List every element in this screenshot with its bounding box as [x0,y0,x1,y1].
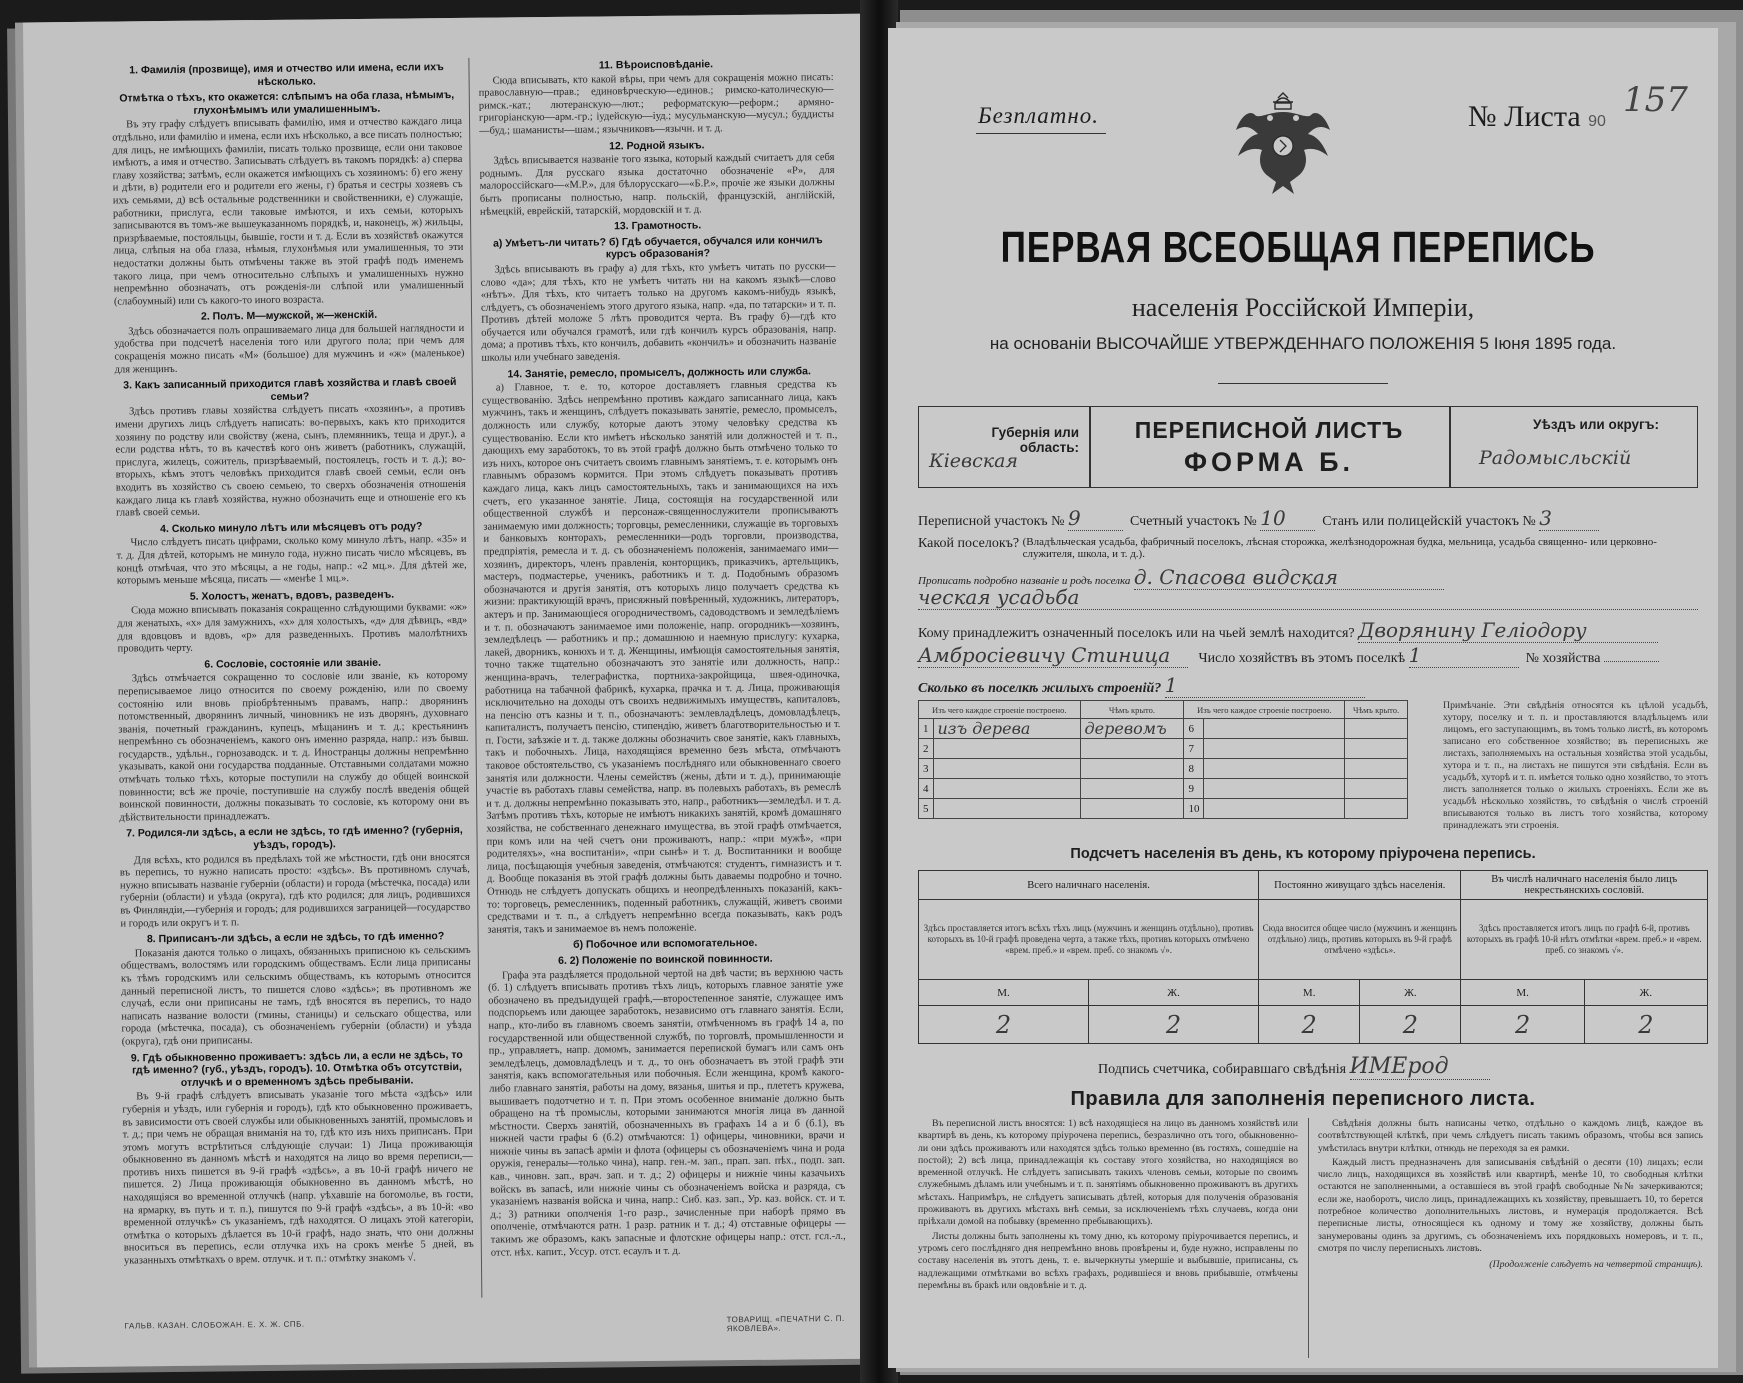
census-area-value: 9 [1068,506,1123,531]
female-column: Ж. [1360,980,1461,1006]
building-roof [1080,739,1184,759]
stan-value: 3 [1539,506,1599,531]
households-value: 1 [1409,643,1519,668]
instruction-heading: Отмѣтка о тѣхъ, кто окажется: слѣпымъ на оба глаза, нѣмымъ, глухонѣмымъ или умалишеннымъ. [119,89,455,117]
continuation-note: (Продолженіе слѣдуетъ на четвертой страницѣ). [1489,1259,1703,1271]
signature-label: Подпись счетчика, собиравшаго свѣдѣнія [1098,1062,1347,1077]
non-peasant-male: 2 [1461,1006,1584,1044]
female-column: Ж. [1584,980,1707,1006]
table-row [919,759,1408,779]
instruction-paragraph: а) Главное, т. е. то, которое доставляетъ главныя средства къ существованію. Здѣсь непремѣнно противъ каждаго записаннаго лица, какъ мужчинъ, такъ и женщинъ, слѣдуетъ показывать занятіе, ремесло, промыселъ, должность или службу, которые даютъ этому человѣку средства къ существованію. Если кто имѣетъ нѣсколько занятій или должностей и т. п., дающихъ ему заработокъ, то въ этой графѣ должно быть отмѣчено только то изъ нихъ, которое онъ считаетъ своимъ главнымъ занятіемъ, т. е. которымъ онъ главнымъ образомъ кормится. При этомъ слѣдуетъ показывать противъ каждаго лица, какъ лицъ самостоятельныхъ, такъ и занимающихся на ихъ счетъ, его указанное занятіе. Лица, состоящія на государственной или общественной службѣ и персонаж-священнослужители прописываютъ занимаемую ими должность; торговцы, ремесленники, служащіе въ торговыхъ и банковыхъ конторахъ, ремесленники—родъ торговли, производства, предпріятія, ремесла и т. д. съ обозначеніемъ положенія, занимаемаго ими—хозяинъ, директоръ, членъ правленія, конторщикъ, приказчикъ, артельщикъ, мастеръ, подмастерье, ученикъ, работникъ и т. д. Подобнымъ образомъ обозначаются и другія занятія, отъ которыхъ лицо получаетъ средства къ жизни: практикующій врачъ, присяжный повѣренный, художникъ, литераторъ, актеръ и пр. Занимающіеся огородничествомъ, садоводствомъ и земледѣліемъ и т. п. обозначаютъ занимаемое ими положеніе, напр. огородникъ—хозяинъ, земледѣлецъ — работникъ и пр.; домашнюю и наемную прислугу: кухарка, лакей, дворникъ, конюхъ и т. д. Женщины, имѣющія самостоятельныя занятія, точно также тщательно обозначаютъ это занятіе или должность, напр.: женщина-врачъ, телеграфистка, портниха-закройщица, швея-одиночка, работница на табачной фабрикѣ, кухарка, прачка и т. д. Лица, проживающія исключительно на доходы отъ своихъ недвижимыхъ имуществъ, капиталовъ, на пенсію отъ казны и т. п., обозначаютъ: землевладѣлецъ, домовладѣлецъ, капиталистъ, получаетъ пенсію, стипендію, живетъ благотворительностью и т. п. Гости, заѣзжіе и т. д. также должны обозначить свое занятіе, какъ главныхъ, такъ и побочныхъ. Лица, находящіяся временно безъ мѣста, отмѣчаютъ таковое обстоятельство, съ указаніемъ послѣдняго или обыкновеннаго своего занятія или должности. Члены семействъ (жены, дѣти и т. д.), принимающіе участіе въ работахъ главы семейства, напр. въ полевыхъ работахъ, въ ремеслѣ и т. д. должны непремѣнно показывать это, напр., работникъ—земледѣл. и т. д. Затѣмъ противъ тѣхъ, которые не имѣютъ никакихъ занятій, кромѣ домашняго хозяйства, не собственнаго денежнаго имущества, въ этой графѣ отмѣчается, при комъ или на чей счетъ они проживаютъ, напр.: «при мужѣ», «при родителяхъ», «на воспитаніи», «при сынѣ» и т. д. Воспитанники и вообще лица, посѣщающія учебныя заведенія, отмѣчаются: студентъ, гимназистъ и т. д. Вообще показанія въ этой графѣ должны быть даваемы подробно и точно. Отнюдь не слѣдуетъ допускать общихъ и неопредѣленныхъ показаній, какъ-то: торговецъ, ремесленникъ, поденный работникъ, служащій, живетъ своими средствами и т. п., а слѣдуетъ непремѣнно всегда показывать, какъ родъ занятія, такъ и занимаемое въ немъ положеніе. [481,379,843,936]
rules-paragraph: Листы должны быть заполнены къ тому дню, къ которому пріурочивается перепись, и утромъ сего послѣдняго дня непремѣнно вновь провѣрены и, буде нужно, исправлены по составу населенія въ этотъ день, т. е. вычеркнуты умершіе и выбывшіе, приписаны, съ надлежащими отмѣтками во всѣхъ графахъ, родившіеся и вновь прибывшіе, отмѣчены перемѣны въ бракѣ или овдовѣніе и т. д. [918,1230,1298,1291]
buildings-note: Примѣчаніе. Эти свѣдѣнія относятся къ цѣлой усадьбѣ, хутору, поселку и т. п. и проставляются владѣльцемъ или лицомъ, его заступающимъ, въ томъ только листѣ, въ которомъ записано его собственное хозяйство; въ переписныхъ же листахъ, заполняемыхъ на остальныя хозяйства этой усадьбы, хутора и т. п., на листахъ не пишутся эти свѣдѣнія. Если въ усадьбѣ, хуторѣ и т. п. имѣется только одно хозяйство, то этотъ листъ заполняется только о жилыхъ строеніяхъ. Если же въ усадьбѣ нѣсколько хозяйствъ, то свѣдѣнія о числѣ строеній вписываются только въ листъ того хозяйства, которому принадлежатъ эти строенія. [1443,700,1708,831]
divider [976,133,1106,134]
instruction-paragraph: Здѣсь вписывается названіе того языка, который каждый считаетъ для себя роднымъ. Для русскаго языка достаточно обозначеніе «Р», для малороссійскаго—«М.Р.», для бѣлорусскаго—«Б.Р.», прочіе же языки должны быть прописаны полностью, напр. польскій, французскій, англійскій, нѣмецкій, еврейскій, татарскій, мордовскій и т. д. [479,152,835,218]
district-value: Радомысльскій [1479,447,1632,469]
male-column: М. [1461,980,1584,1006]
total-present-header: Всего наличнаго населенія. [919,871,1259,900]
district-label: Уѣздъ или округъ: [1532,417,1659,432]
table-row [919,799,1408,819]
enumerator-signature-line [1098,1054,1490,1080]
instruction-heading: 5. Холостъ, женатъ, вдовъ, разведенъ. [189,588,395,603]
instruction-heading: 7. Родился-ли здѣсь, а если не здѣсь, то гдѣ именно? (губернія, уѣздъ, городъ). [126,824,463,852]
settlement-line [918,536,1663,560]
roof-header: Чѣмъ крыто. [1080,701,1184,719]
instruction-heading: 1. Фамилія (прозвище), имя и отчество или имена, если ихъ нѣсколько. [129,61,444,88]
free-of-charge-label: Безплатно. [978,103,1100,128]
building-material [1204,739,1345,759]
sheet-number-value: 90 [1588,113,1606,130]
instructions-column-1 [111,58,474,1302]
instruction-heading: 2. Полъ. М—мужской, ж—женскій. [200,309,378,323]
settlement-value-line-2 [918,585,1698,610]
double-headed-eagle-icon [1228,90,1338,200]
archive-page-number: 157 [1623,80,1688,120]
rules-column-1 [918,1118,1298,1363]
row-number: 9 [1184,779,1204,799]
row-number: 2 [919,739,934,759]
permanent-female: 2 [1360,1006,1461,1044]
instruction-heading: 14. Занятіе, ремесло, промыселъ, должность или служба. [507,364,811,381]
settlement-hint-2: Прописать подробно названіе и родъ поселка [918,575,1131,587]
form-header-box [918,406,1698,488]
building-material [933,799,1080,819]
instruction-paragraph: Здѣсь вписывають въ графу а) для тѣхъ, кто умѣетъ читать по русски—слово «да»; для тѣхъ, кто не умѣетъ читать ни на какомъ языкѣ—слово «нѣтъ». Для тѣхъ, кто читаетъ только на другомъ какомъ-нибудь языкѣ, слѣдуетъ, съ обозначеніемъ этого другого языка, напр. «да, по татарски» и т. п. Противъ дѣтей моложе 5 лѣтъ проводится черта. Въ графу б)—гдѣ кто обучается или обучался грамотѣ, или гдѣ кончилъ курсъ образованія, напр. дома; а противъ тѣхъ, кто кончилъ, добавить «кончилъ» и обозначить названіе школы или учебнаго заведенія. [480,260,837,364]
census-form-page [888,28,1718,1368]
household-number-value [1604,661,1659,662]
row-number: 1 [919,719,934,739]
instruction-heading: 3. Какъ записанный приходится главѣ хозяйства и главѣ своей семьи? [123,376,457,403]
row-number: 7 [1184,739,1204,759]
permanent-residents-header: Постоянно живущаго здѣсь населенія. [1259,871,1461,900]
province-label: Губернія или область: [991,425,1079,455]
instruction-paragraph: Показанія даются только о лицахъ, обязанныхъ приписною къ сельскимъ обществамъ, волостямъ или городскимъ обществамъ. Если лица приписаны къ тѣмъ городскимъ или сельскимъ обществамъ, къ которымъ относится данный переписной листъ, то пишется слово «здѣсь»; въ противномъ же случаѣ, если они приписаны не тамъ, гдѣ вносятся въ перепись, то надо написать название волости (гмины, станицы) и сельскаго общества, или города (мѣстечка, посада), съ обозначеніемъ губерніи (области) и уѣзда (округа), гдѣ они приписаны. [120,944,472,1048]
male-column: М. [919,980,1089,1006]
building-material [1204,779,1345,799]
row-number: 4 [919,779,934,799]
permanent-male: 2 [1259,1006,1360,1044]
settlement-value-continued: ческая усадьба [918,585,1698,610]
building-material [933,759,1080,779]
table-row [919,719,1408,739]
buildings-label: Сколько въ поселкѣ жилыхъ строеній? [918,681,1162,696]
instruction-paragraph: Въ эту графу слѣдуетъ вписывать фамилію, имя и отчество каждаго лица отдѣльно, или фамилію и имена, если ихъ нѣсколько, а все писать полностью; для лицъ, не имѣющихъ фамиліи, писать только прозвище, если они таковое имѣютъ, а имя и отчество. Записывать слѣдуетъ въ такомъ порядкѣ: а) сперва главу хозяйства; затѣмъ, если окажется имѣющихъ съ хозяиномъ: б) его жену и дѣти, в) родители его и родители его жены, г) братья и сестры хозяевъ съ ихъ семьями, д) всѣ остальные родственники и свойственники, е) служащіе, работники, прислуга, если таковые имѣются, и ихъ семьи, которыхъ записываются въ томъ-же вышеуказанномъ порядкѣ, и, наконецъ, ж) жильцы, призрѣваемые, постояльцы, бывшіе, гости и т. д. Если въ хозяйствѣ окажутся лица, слѣпыя на оба глаза, нѣмыя, глухонѣмыя или умалишенныя, то эти недостатки должны быть отмѣчены также въ этой графѣ подъ именемъ такого лица, при чемъ относительно слѣпыхъ и умалишенныхъ нужно непремѣнно обозначать, отъ рожденія-ли слѣпой или умалишенный (слабоумный) или съ какого-то иного возраста. [112,116,464,308]
building-material [1204,799,1345,819]
instruction-heading: 6. Сословіе, состояніе или званіе. [204,656,382,671]
buildings-table [918,700,1408,819]
total-present-description: Здѣсь проставляется итогъ всѣхъ тѣхъ лицъ (мужчинъ и женщинъ отдѣльно), противъ которыхъ въ 10-й графѣ проведена черта, а также тѣхъ, противъ которыхъ отмѣчено «врем. преб.» и «врем. преб. со знакомъ √». [919,900,1259,980]
census-area-label: Переписной участокъ № [918,514,1065,529]
document-title: ПЕРВАЯ ВСЕОБЩАЯ ПЕРЕПИСЬ [1000,223,1596,272]
table-row [919,739,1408,759]
rules-paragraph: Въ переписной листъ вносятся: 1) всѣ находящіеся на лицо въ данномъ хозяйствѣ или квартирѣ въ день, къ которому пріурочена перепись, безразлично отъ того, обыкновенно-ли они здѣсь проживаютъ или находятся здѣсь только временно (въ гостяхъ, сошедшіе на постой); 2) всѣ лица, принадлежащія къ составу этого хозяйства, но находящіяся во временной отлучкѣ. Не слѣдуетъ записывать такихъ членовъ семьи, которые по своимъ служебнымъ дѣламъ или учебнымъ и т. п. занятіямъ обыкновенно проживаютъ въ другихъ мѣстахъ. Напримѣръ, не слѣдуетъ записывать дѣтей, которыя для полученія образованія проживаютъ въ другихъ мѣстахъ внѣ семьи, за исключеніемъ тѣхъ случаевъ, когда они пріѣхали домой на побывку (временно пребывающихъ). [918,1118,1298,1228]
printer-footer-left: ГАЛЬВ. КАЗАН. СЛОБОЖАН. Е. Х. Ж. СПБ. [124,1319,305,1331]
total-present-female: 2 [1089,1006,1259,1044]
owner-label: Кому принадлежитъ означенный поселокъ или на чьей землѣ находится? [918,626,1355,641]
row-number: 5 [919,799,934,819]
building-material [933,779,1080,799]
owner-value-continued: Амбросіевичу Стиница [918,643,1188,668]
building-material [933,739,1080,759]
settlement-label: Какой поселокъ? [918,536,1020,551]
count-area-label: Счетный участокъ № [1130,514,1257,529]
instruction-heading: 4. Сколько минуло лѣтъ или мѣсяцевъ отъ роду? [160,520,423,535]
instruction-paragraph: Сюда можно вписывать показанія сокращенно слѣдующими буквами: «ж» для женатыхъ, «х» для замужнихъ, «х» для холостыхъ, «д» для дѣвицъ, «вд» для вдовцовъ и вдовъ, «р» для разведенныхъ. Противъ малолѣтнихъ проводить черту. [117,602,468,655]
signature-value: ИМЕрод [1350,1054,1490,1080]
settlement-hint: (Владѣльческая усадьба, фабричный поселокъ, лѣсная сторожка, желѣзнодорожная будка, мельница, усадьба священно- или церковно-служителя, школа, и т. д.). [1022,536,1657,560]
count-area-value: 10 [1260,506,1315,531]
instruction-heading: 13. Грамотность. [613,219,702,233]
form-title: ПЕРЕПИСНОЙ ЛИСТЪ [1134,417,1404,443]
instruction-heading: а) Умѣетъ-ли читать? б) Гдѣ обучается, обучался или кончилъ курсъ образованія? [492,233,823,261]
instruction-heading: б) Побочное или вспомогательное. [573,937,758,952]
left-page [23,14,887,1368]
building-roof [1345,799,1408,819]
row-number: 3 [919,759,934,779]
column-divider [1308,1118,1309,1358]
instruction-heading: 11. Вѣроисповѣданіе. [598,58,714,72]
instruction-heading: 12. Родной языкъ. [609,138,705,152]
instruction-heading: 8. Приписанъ-ли здѣсь, а если не здѣсь, то гдѣ именно? [146,930,445,946]
instruction-paragraph: Графа эта раздѣляется продольной чертой на двѣ части; въ верхнюю часть (б. 1) слѣдуетъ вписывать противъ тѣхъ лицъ, которыхъ главное занятіе уже обозначено въ предъидущей графѣ,—второстепенное занятіе, служащее имъ подспорьемъ или дающее заработокъ, независимо отъ главнаго занятія. Если, напр., кто-либо въ главномъ своемъ занятіи, отмѣченномъ въ графѣ 14 а, по государственной или общественной службѣ, по торговлѣ, промышленности и пр., управляетъ, напр. домомъ, занимается перепиской бумагъ или самъ онъ земледѣлецъ, домовладѣлецъ и т. д., то онъ обозначаетъ въ этой графѣ эти занятія, какъ вспомогательныя или побочныя. Если женщина, кромѣ какого-либо главнаго занятія, работы на дому, вязанья, шитья и пр., плететъ кружева, вышиваетъ подотчетно и т. п. При этомъ особенное вниманіе должно быть обращено на тѣ промыслы, которыми занимаются многія лица въ данной мѣстности. Сверхъ занятій, обозначенныхъ въ графахъ 14 а и б (б.1), въ нижней части графы 6 (б.2) отмѣчаются: 1) офицеры, чиновники, врачи и нижніе чины въ запасѣ арміи и флота (офицеры съ обозначеніемъ чина и рода оружія, генералы—только чина), напр. ген.-м. зап., прап. зап. пѣх., подп. зап. кав., чиновн. зап., врач. зап. и т. д.; 2) офицеры и нижніе чины казачьихъ войскъ въ запасѣ, или нижніе чины съ обозначеніемъ войска и разряда, съ указаніемъ названія войска и чина, напр.: Сиб. каз. зап., Ур. каз. войск. ст. и т. д.; 3) ратники ополченія 1-го разр., зачисленные при наборѣ прямо въ ополченіе, отмѣчаются ратн. 1 разр. ратник и т. д.; 4) отставные офицеры — такимъ же образомъ, какъ запасные и флотские офицеры напр.: отст. гсл.-л., отст. нѣх. капит., Уссур. отст. есаулъ и т. д. [488,966,846,1259]
buildings-value: 1 [1165,673,1365,698]
non-peasant-description: Здѣсь проставляется итогъ лицъ по графѣ 6-й, противъ которыхъ въ графѣ 10-й нѣтъ отмѣтки «врем. преб.» и «врем. преб. со знакомъ √». [1461,900,1708,980]
row-number: 10 [1184,799,1204,819]
instruction-paragraph: Для всѣхъ, кто родился въ предѣлахъ той же мѣстности, гдѣ они вносятся въ перепись, то нужно написать просто: «здѣсь». Въ противномъ случаѣ, нужно вписывать названіе губерніи (области) и города (мѣстечка, посада) или губерніи (области) и уѣзда (округа), гдѣ кто родился; для лицъ, родившихся въ Финляндіи,—губернія и городъ; для родившихся заграницей—государство и городъ или округъ и т. п. [119,851,471,930]
owner-value: Дворянину Геліодору [1358,618,1658,643]
owner-value-line-2 [918,643,1659,668]
building-roof [1080,799,1184,819]
instructions-column-2 [478,54,846,1298]
building-roof [1345,739,1408,759]
instruction-paragraph: Въ 9-й графѣ слѣдуетъ вписывать указаніе того мѣста «здѣсь» или губернія и уѣздъ, или губернія и городъ), гдѣ кто обыкновенно проживаетъ, въ зависимости отъ своей службы или обыкновенныхъ занятій, промысловъ и т. д.; при чемъ не обращая вниманія на то, гдѣ кто изъ нихъ приписанъ. При этомъ могутъ встрѣтиться слѣдующіе случаи: 1) Лица проживающія обыкновенно въ данномъ мѣстѣ и находятся на лицо во время переписи,—противъ нихъ пишется въ 9-й графѣ «здѣсь», а въ 10-й графѣ ничего не пишется. 2) Лица проживающія обыкновенно въ данномъ мѣстѣ, но находящіяся во временной отлучкѣ (напр. уѣхавшіе на богомолье, въ гости, на ярмарку, въ путь и т. п.), пишутся по 9-й графѣ «здѣсь», а въ 10-й: «во временной отлучкѣ» съ указаніемъ, гдѣ находятся. О лицахъ этой категоріи, отмѣтка о которыхъ дѣлается въ 10-й графѣ, надо знать, что они должны вноситься въ перепись, если отлучка ихъ на срокъ менѣе 5 дней, въ указанныхъ отмѣткахъ о врем. отлучк. и т. п.: отмѣтку знакомъ √. [122,1088,474,1267]
printer-footer-right: ТОВАРИЩ. «ПЕЧАТНИ С. П. ЯКОВЛЕВА». [726,1313,845,1334]
building-roof [1345,779,1408,799]
building-material: изъ дерева [933,719,1080,739]
divider [1449,407,1451,487]
province-value: Кіевская [929,450,1018,472]
rules-title: Правила для заполненія переписного листа. [1070,1088,1536,1110]
building-roof [1080,779,1184,799]
area-numbers-line [918,506,1599,531]
instruction-paragraph: Сюда вписывать, кто какой вѣры, при чемъ для сокращенія можно писать: православную—прав.; единовѣрческую—единов.; римско-католическую—римск.-кат.; лютеранскую—лют.; реформатскую—реформ.; армяно-григоріанскую—арм.-гр.; іудейскую—іуд.; мусульманскую—мусул.; буддисты—буд.; шаманисты—шам.; язычниковъ—язычн. и т. д. [478,71,835,137]
instruction-heading: 9. Гдѣ обыкновенно проживаетъ: здѣсь ли, а если не здѣсь, то гдѣ именно? (губ., уѣздъ, городъ). 10. Отмѣтка объ отсутствіи, отлучкѣ и о временномъ здѣсь пребываніи. [130,1048,463,1089]
sheet-number [1468,100,1606,134]
building-roof [1345,759,1408,779]
building-roof: деревомъ [1080,719,1184,739]
household-number-label: № хозяйства [1525,651,1601,666]
instruction-heading: 6. 2) Положеніе по воинской повинности. [558,952,773,967]
building-material [1204,759,1345,779]
stan-label: Станъ или полицейскій участокъ № [1322,514,1536,529]
instruction-paragraph: Здѣсь противъ главы хозяйства слѣдуетъ писать «хозяинъ», а противъ имени другихъ лицъ слѣдуетъ написать: во-первыхъ, какъ кто приходится хозяину по родству или свойству (жена, сынъ, племянникъ, теща и друг.), а если родства нѣтъ, то въ качествѣ кого онъ живетъ (работникъ, служащій, прислуга, жилецъ, сожитель, призрѣваемый, постоялецъ, гость и т. д.); во-вторыхъ, кѣмъ этотъ человѣкъ приходится главѣ своей семьи, если онъ входитъ въ хозяйство съ своею семьею, то сверхъ обозначенія отношенія каждаго лица къ главѣ хозяйства, нужно обозначить еще и отношеніе его къ главѣ своей семьи. [115,403,467,519]
building-material [1204,719,1345,739]
owner-line [918,618,1658,643]
permanent-residents-description: Сюда вносится общее число (мужчинъ и женщинъ отдѣльно) лицъ, противъ которыхъ въ 9-й графѣ отмѣчено «здѣсь». [1259,900,1461,980]
rules-paragraph: Свѣдѣнія должны быть написаны четко, отдѣльно о каждомъ лицѣ, каждое въ соотвѣтствующей клѣткѣ, при чемъ слѣдуетъ писать такимъ образомъ, чтобы вся запись умѣстилась внутри клѣтки, отнюдь не переходя за ея рамки. [1318,1118,1703,1154]
divider [1218,383,1388,384]
material-header: Изъ чего каждое строеніе построено. [919,701,1081,719]
row-number: 8 [1184,759,1204,779]
building-roof [1345,719,1408,739]
non-peasant-female: 2 [1584,1006,1707,1044]
rules-column-2 [1318,1118,1703,1363]
instruction-paragraph: Число слѣдуетъ писать цифрами, сколько кому минуло лѣтъ, напр. «35» и т. д. Для дѣтей, которымъ не минуло года, нужно писать число мѣсяцевъ, въ концѣ отмѣчая, что это мѣсяцы, а не годы, напр.: «2 мц.». Для дѣтей же, которымъ меньше мѣсяца, писать — «менѣе 1 мц.». [116,534,467,587]
sheet-number-label: № Листа [1468,100,1581,133]
table-row [919,779,1408,799]
households-label: Число хозяйствъ въ этомъ поселкѣ [1198,651,1406,666]
total-present-male: 2 [919,1006,1089,1044]
rules-paragraph: Каждый листъ предназначенъ для записыванія свѣдѣній о десяти (10) лицахъ; если число лицъ, находящихся въ хозяйствѣ или квартирѣ, менѣе 10, то свободныя клѣтки остаются не заполненными, а оставшіеся въ этой графѣ свободные №№ зачеркиваются; если же, наоборотъ, число лицъ, принадлежащихъ къ хозяйству, превышаетъ 10, то берется потребное количество дополнительныхъ листовъ, и нумерація продолжается. Всѣ переписные листы, относящіеся къ одному и тому же хозяйству, должны быть занумерованы одинъ за другимъ, съ обозначеніемъ ихъ порядковыхъ номеровъ, и т. п., смотря по числу переписныхъ листовъ. [1318,1156,1703,1254]
non-peasant-header: Въ числѣ наличнаго населенія было лицъ некрестьянскихъ сословій. [1461,871,1708,900]
document-subtitle: населенія Россійской Имперіи, [1131,293,1475,322]
row-number: 6 [1184,719,1204,739]
instruction-paragraph: Здѣсь отмѣчается сокращенно то сословіе или званіе, къ которому переписываемое лицо относится по своему рожденію, или по своему состоянію или вновь пріобрѣтеннымъ правамъ, напр.: дворянинъ потомственный, дворянинъ личный, чиновникъ не изъ дворянъ, духовнаго званія, почетный гражданинъ, купецъ, мѣщанинъ и т. д.; крестьянинъ непремѣнно съ обозначеніемъ, какого онъ именно разряда, напр.: изъ бывш. государств., удѣльн., горнозаводск. и т. д. Иностранцы должны непремѣнно указывать, какой они государства подданные. Отставными солдатами можно отмѣчать только тѣхъ, которые поступили на службу до общей воинской повинности; всѣ же прочіе, поступившіе на службу послѣ введенія общей воинской повинности, должны показывать то сословіе, къ которому они въ дѣйствительности принадлежатъ. [117,670,470,824]
male-column: М. [1259,980,1360,1006]
legal-basis: на основаніи ВЫСОЧАЙШЕ УТВЕРЖДЕННАГО ПОЛОЖЕНІЯ 5 Іюня 1895 года. [989,334,1617,353]
building-roof [1080,759,1184,779]
roof-header: Чѣмъ крыто. [1345,701,1408,719]
population-count-title: Подсчетъ населенія въ день, къ которому пріурочена перепись. [1070,846,1536,862]
form-type: ФОРМА Б. [1183,447,1355,477]
material-header: Изъ чего каждое строеніе построено. [1184,701,1345,719]
population-count-table [918,870,1708,1044]
buildings-line [918,673,1365,698]
instruction-paragraph: Здѣсь обозначается полъ опрашиваемаго лица для большей наглядности и удобства при подсчетѣ населенія того или другого пола; при чемъ для сокращенія можно писать «М» (большое) для мужчинъ и «ж» (маленькое) для женщинъ. [114,322,465,376]
female-column: Ж. [1089,980,1259,1006]
settlement-value: д. Спасова видская [1134,565,1444,590]
